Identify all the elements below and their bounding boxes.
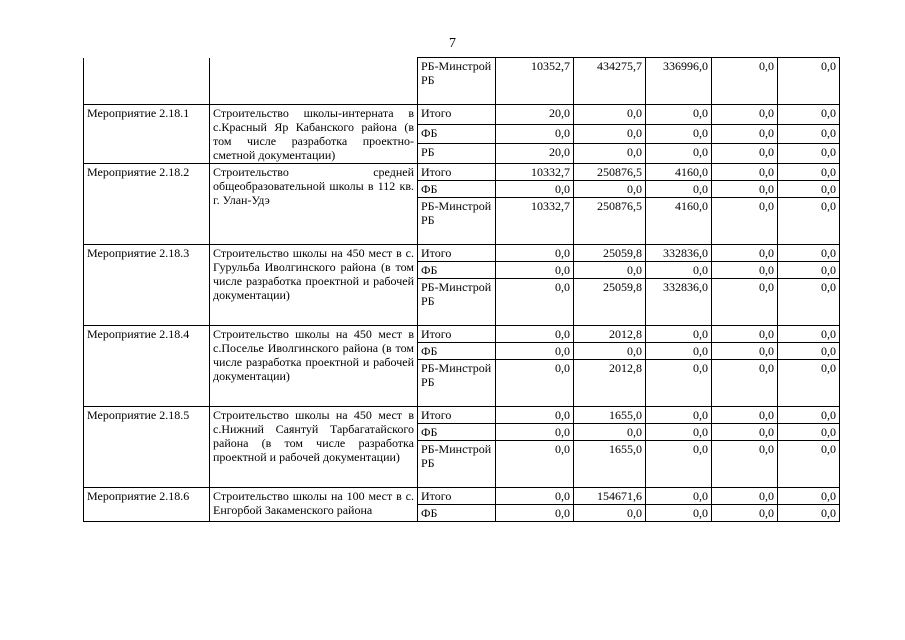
value-cell: 0,0: [712, 407, 778, 424]
table-row: [84, 58, 840, 105]
measure-code-cell: Мероприятие 2.18.6: [84, 488, 210, 522]
table-row: [84, 488, 840, 505]
value-cell: 332836,0: [646, 245, 712, 262]
table-row: [84, 105, 840, 125]
funding-source-cell: Итого: [418, 245, 496, 262]
value-cell: 0,0: [646, 343, 712, 360]
value-cell: 0,0: [712, 245, 778, 262]
value-cell: 154671,6: [574, 488, 646, 505]
value-cell: 0,0: [574, 262, 646, 279]
measure-code-cell: Мероприятие 2.18.5: [84, 407, 210, 488]
value-cell: 0,0: [712, 441, 778, 488]
value-cell: 0,0: [712, 164, 778, 181]
value-cell: 0,0: [712, 326, 778, 343]
budget-table: [83, 57, 840, 522]
value-cell: 0,0: [778, 360, 840, 407]
value-cell: 4160,0: [646, 164, 712, 181]
value-cell: 0,0: [778, 488, 840, 505]
value-cell: 4160,0: [646, 198, 712, 245]
value-cell: 0,0: [496, 181, 574, 198]
value-cell: 0,0: [778, 262, 840, 279]
funding-source-cell: ФБ: [418, 424, 496, 441]
value-cell: 0,0: [778, 124, 840, 144]
funding-source-cell: РБ-Минстрой РБ: [418, 441, 496, 488]
value-cell: 0,0: [496, 505, 574, 522]
funding-source-cell: Итого: [418, 407, 496, 424]
table-row: [84, 407, 840, 424]
value-cell: 0,0: [712, 343, 778, 360]
value-cell: 1655,0: [574, 441, 646, 488]
value-cell: 10332,7: [496, 198, 574, 245]
value-cell: 0,0: [496, 245, 574, 262]
table-body: [84, 58, 840, 522]
value-cell: 0,0: [646, 407, 712, 424]
table-row: [84, 326, 840, 343]
value-cell: 0,0: [712, 488, 778, 505]
table-row: [84, 245, 840, 262]
value-cell: 0,0: [646, 262, 712, 279]
value-cell: 0,0: [646, 441, 712, 488]
value-cell: 0,0: [712, 124, 778, 144]
measure-description-cell: [210, 58, 418, 105]
value-cell: 0,0: [496, 124, 574, 144]
measure-code-cell: Мероприятие 2.18.1: [84, 105, 210, 164]
value-cell: 332836,0: [646, 279, 712, 326]
funding-source-cell: РБ-Минстрой РБ: [418, 58, 496, 105]
value-cell: 0,0: [778, 407, 840, 424]
funding-source-cell: ФБ: [418, 505, 496, 522]
value-cell: 0,0: [496, 488, 574, 505]
value-cell: 0,0: [646, 326, 712, 343]
funding-source-cell: Итого: [418, 164, 496, 181]
measure-code-cell: [84, 58, 210, 105]
value-cell: 0,0: [496, 262, 574, 279]
funding-source-cell: ФБ: [418, 262, 496, 279]
value-cell: 0,0: [646, 105, 712, 125]
value-cell: 0,0: [712, 58, 778, 105]
funding-source-cell: ФБ: [418, 343, 496, 360]
funding-source-cell: Итого: [418, 105, 496, 125]
value-cell: 0,0: [712, 198, 778, 245]
value-cell: 0,0: [778, 181, 840, 198]
value-cell: 0,0: [778, 343, 840, 360]
value-cell: 0,0: [778, 441, 840, 488]
value-cell: 25059,8: [574, 279, 646, 326]
value-cell: 10352,7: [496, 58, 574, 105]
value-cell: 336996,0: [646, 58, 712, 105]
value-cell: 0,0: [646, 360, 712, 407]
funding-source-cell: ФБ: [418, 181, 496, 198]
measure-description-cell: Строительство школы на 100 мест в с. Енгорбой Закаменского района: [210, 488, 418, 522]
value-cell: 1655,0: [574, 407, 646, 424]
value-cell: 20,0: [496, 144, 574, 164]
value-cell: 20,0: [496, 105, 574, 125]
funding-source-cell: РБ: [418, 144, 496, 164]
value-cell: 0,0: [646, 181, 712, 198]
value-cell: 0,0: [712, 262, 778, 279]
measure-description-cell: Строительство школы на 450 мест в с.Поселье Иволгинского района (в том числе разработка проектной и рабочей документации): [210, 326, 418, 407]
value-cell: 250876,5: [574, 164, 646, 181]
value-cell: 0,0: [496, 424, 574, 441]
value-cell: 0,0: [712, 181, 778, 198]
funding-source-cell: РБ-Минстрой РБ: [418, 279, 496, 326]
funding-source-cell: РБ-Минстрой РБ: [418, 198, 496, 245]
measure-code-cell: Мероприятие 2.18.4: [84, 326, 210, 407]
funding-source-cell: Итого: [418, 488, 496, 505]
value-cell: 0,0: [496, 343, 574, 360]
value-cell: 0,0: [712, 279, 778, 326]
value-cell: 0,0: [712, 360, 778, 407]
value-cell: 2012,8: [574, 326, 646, 343]
value-cell: 0,0: [574, 181, 646, 198]
value-cell: 250876,5: [574, 198, 646, 245]
value-cell: 25059,8: [574, 245, 646, 262]
value-cell: 0,0: [778, 279, 840, 326]
value-cell: 0,0: [778, 326, 840, 343]
value-cell: 0,0: [778, 105, 840, 125]
funding-source-cell: РБ-Минстрой РБ: [418, 360, 496, 407]
value-cell: 0,0: [574, 124, 646, 144]
value-cell: 0,0: [778, 198, 840, 245]
value-cell: 0,0: [712, 424, 778, 441]
value-cell: 10332,7: [496, 164, 574, 181]
table-row: [84, 164, 840, 181]
value-cell: 2012,8: [574, 360, 646, 407]
value-cell: 0,0: [646, 505, 712, 522]
value-cell: 0,0: [574, 505, 646, 522]
measure-description-cell: Строительство школы на 450 мест в с. Гурульба Иволгинского района (в том числе разработка проектной и рабочей документации): [210, 245, 418, 326]
value-cell: 0,0: [646, 488, 712, 505]
measure-code-cell: Мероприятие 2.18.3: [84, 245, 210, 326]
value-cell: 434275,7: [574, 58, 646, 105]
value-cell: 0,0: [712, 505, 778, 522]
value-cell: 0,0: [496, 279, 574, 326]
value-cell: 0,0: [496, 326, 574, 343]
value-cell: 0,0: [496, 360, 574, 407]
value-cell: 0,0: [646, 124, 712, 144]
measure-code-cell: Мероприятие 2.18.2: [84, 164, 210, 245]
value-cell: 0,0: [778, 505, 840, 522]
value-cell: 0,0: [496, 407, 574, 424]
measure-description-cell: Строительство школы на 450 мест в с.Нижний Саянтуй Тарбагатайского района (в том числе разработка проектной и рабочей документации): [210, 407, 418, 488]
value-cell: 0,0: [574, 424, 646, 441]
value-cell: 0,0: [574, 343, 646, 360]
value-cell: 0,0: [778, 58, 840, 105]
value-cell: 0,0: [574, 105, 646, 125]
value-cell: 0,0: [778, 144, 840, 164]
value-cell: 0,0: [778, 164, 840, 181]
value-cell: 0,0: [646, 144, 712, 164]
value-cell: 0,0: [778, 245, 840, 262]
value-cell: 0,0: [496, 441, 574, 488]
value-cell: 0,0: [574, 144, 646, 164]
value-cell: 0,0: [712, 105, 778, 125]
measure-description-cell: Строительство школы-интерната в с.Красный Яр Кабанского района (в том числе разработка проектно-сметной документации): [210, 105, 418, 164]
value-cell: 0,0: [712, 144, 778, 164]
funding-source-cell: Итого: [418, 326, 496, 343]
value-cell: 0,0: [646, 424, 712, 441]
funding-source-cell: ФБ: [418, 124, 496, 144]
page-number: 7: [449, 36, 456, 51]
measure-description-cell: Строительство средней общеобразовательной школы в 112 кв. г. Улан-Удэ: [210, 164, 418, 245]
value-cell: 0,0: [778, 424, 840, 441]
